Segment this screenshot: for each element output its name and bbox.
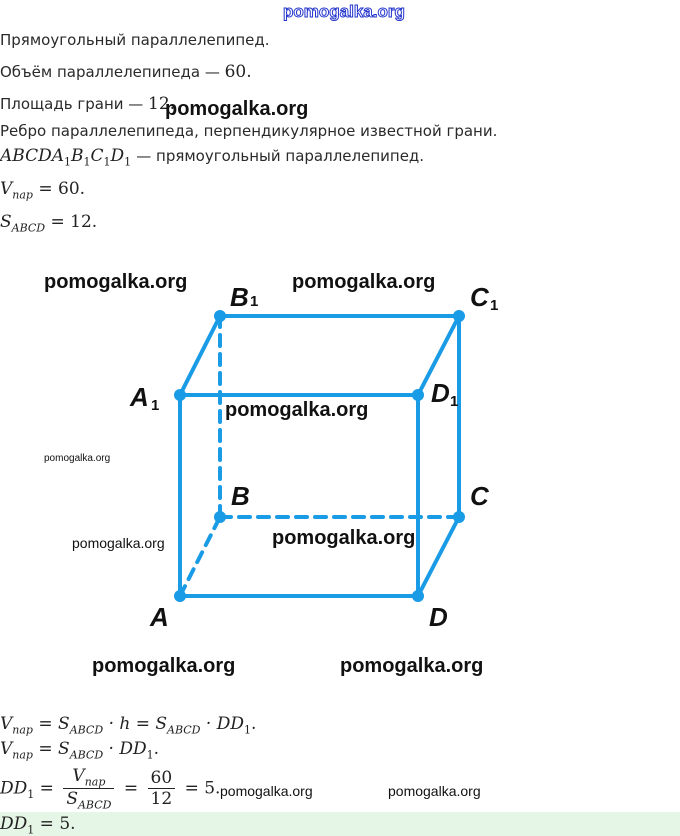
label-a: A xyxy=(150,602,169,632)
vertex-a1-dot xyxy=(174,389,186,401)
f2-s-sub: ABCD xyxy=(69,748,104,762)
label-c1-sub: 1 xyxy=(490,297,499,314)
label-b1-sub: 1 xyxy=(250,293,259,310)
answer-value: = 5. xyxy=(39,814,76,834)
watermark-10: pomogalka.org xyxy=(220,783,313,799)
volume-value: 60. xyxy=(224,62,252,82)
f1-s-sub-2: ABCD xyxy=(167,723,201,737)
watermark-8: pomogalka.org xyxy=(92,655,236,677)
f1-v-sub: пар xyxy=(12,723,33,737)
label-a1: A xyxy=(130,382,149,412)
edge-a-b-hidden xyxy=(180,517,220,596)
watermark-3: pomogalka.org xyxy=(292,271,436,293)
fraction-denominator: 12 xyxy=(150,789,173,810)
area-equation-value: = 12. xyxy=(50,212,98,232)
f3-num-sub: пар xyxy=(84,775,106,789)
f2-v-sub: пар xyxy=(12,748,33,762)
label-c: C xyxy=(470,481,489,511)
area-value: 12. xyxy=(148,94,176,114)
volume-equation: $V_{пар} = 60$. xyxy=(0,179,86,202)
label-b1: B xyxy=(230,282,249,312)
f1-tail: · h = xyxy=(108,714,156,734)
watermark-1: pomogalka.org xyxy=(165,98,309,120)
given-line-2-text: Объём параллелепипеда — xyxy=(0,63,225,81)
label-c1: C xyxy=(470,282,489,312)
answer-line: $DD_1 = 5$. xyxy=(0,814,76,836)
label-b: B xyxy=(231,481,250,511)
area-subscript: ABCD xyxy=(11,221,46,235)
answer-highlight xyxy=(0,812,680,836)
volume-subscript: пар xyxy=(12,188,33,202)
fraction-60-over-12 xyxy=(148,768,176,809)
vertex-d1-dot xyxy=(412,389,424,401)
edge-a1-b1 xyxy=(180,316,220,395)
box-name-text: — прямоугольный параллелепипед. xyxy=(136,147,425,165)
formula-volume-general: $V_{пар} = S_{ABCD} \cdot h = S_{ABCD} \cdot DD_1$. xyxy=(0,714,257,737)
f1-s-sub: ABCD xyxy=(69,723,104,737)
watermark-11: pomogalka.org xyxy=(388,783,481,799)
watermark-2: pomogalka.org xyxy=(44,271,188,293)
formula-volume-dd1: $V_{пар} = S_{ABCD} \cdot DD_1$. xyxy=(0,739,160,762)
label-a1-sub: 1 xyxy=(151,397,160,414)
watermark-5: pomogalka.org xyxy=(44,453,111,464)
label-d: D xyxy=(429,602,448,632)
fraction-result: = 5. xyxy=(184,778,221,799)
label-d1-sub: 1 xyxy=(450,393,459,410)
volume-equation-value: = 60. xyxy=(38,179,86,199)
given-line-3-text: Площадь грани — xyxy=(0,95,149,113)
edge-d-c xyxy=(418,517,459,596)
box-name-math: $ABCDA_1B_1C_1D_1$ xyxy=(0,146,132,169)
vertex-b-dot xyxy=(214,511,226,523)
watermark-7: pomogalka.org xyxy=(272,527,416,549)
given-line-1: Прямоугольный параллелепипед. xyxy=(0,31,270,49)
vertex-b1-dot xyxy=(214,310,226,322)
watermark-9: pomogalka.org xyxy=(340,655,484,677)
f3-den-sub: ABCD xyxy=(77,798,112,812)
fraction-numerator: 60 xyxy=(148,768,176,789)
given-line-4: Ребро параллелепипеда, перпендикулярное известной грани. xyxy=(0,122,498,140)
header-watermark[interactable]: pomogalka.org xyxy=(283,2,405,21)
vertex-a-dot xyxy=(174,590,186,602)
vertex-c-dot xyxy=(453,511,465,523)
formula-dd1-fraction: $DD_1$ = $\frac{V_{пар}}{S_{ABCD}}$ = $\frac{60}{12}$ = 5. xyxy=(0,766,221,812)
vertex-c1-dot xyxy=(453,310,465,322)
f1-tail-2: · DD xyxy=(200,714,244,734)
fraction-v-over-s: $\frac{V_{пар}}{S_{ABCD}}$ xyxy=(63,766,114,812)
area-equation: $S_{ABCD} = 12$. xyxy=(0,212,98,235)
f2-tail: · DD xyxy=(103,739,147,759)
watermark-4: pomogalka.org xyxy=(225,399,369,421)
watermark-6: pomogalka.org xyxy=(72,535,165,551)
label-d1: D xyxy=(431,378,450,408)
vertex-d-dot xyxy=(412,590,424,602)
